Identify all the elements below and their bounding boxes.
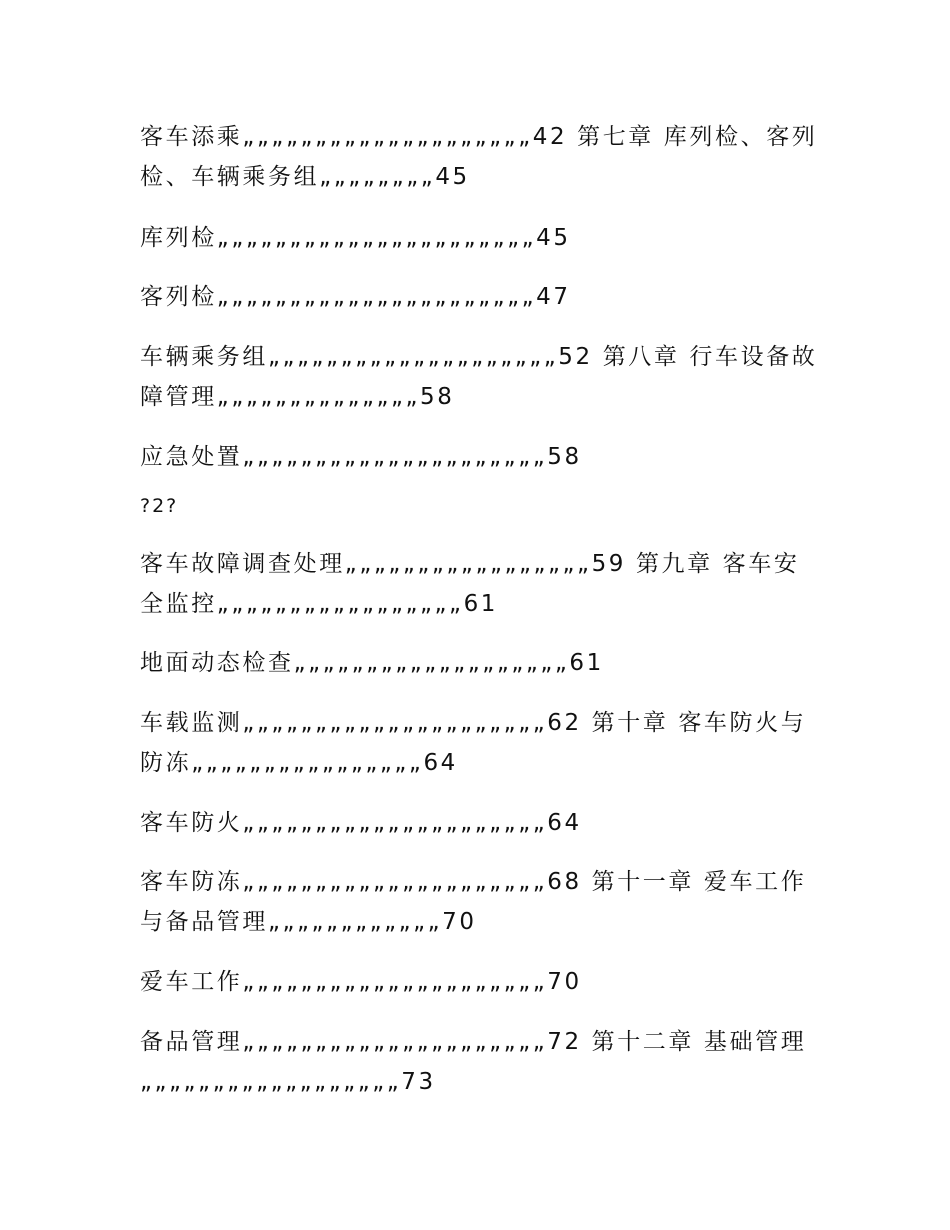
toc-entry-spare-parts: 备品管理„„„„„„„„„„„„„„„„„„„„„72 第十二章 基础管理„„„„„„„„„„„„„„„„„„73 bbox=[140, 1029, 807, 1095]
toc-entry-ground-check: 地面动态检查„„„„„„„„„„„„„„„„„„„61 bbox=[140, 650, 604, 676]
toc-entry-car-patrol: 客车添乘„„„„„„„„„„„„„„„„„„„„42 第七章 库列检、客列检、车辆乘务组„„„„„„„„45 bbox=[140, 124, 818, 190]
toc-entry-freeze-prevention: 客车防冻„„„„„„„„„„„„„„„„„„„„„68 第十一章 爱车工作与备品管理„„„„„„„„„„„„70 bbox=[140, 869, 807, 935]
toc-entry-crew-group: 车辆乘务组„„„„„„„„„„„„„„„„„„„„52 第八章 行车设备故障管理„„„„„„„„„„„„„„58 bbox=[140, 344, 818, 410]
toc-entry-fault-investigation: 客车故障调查处理„„„„„„„„„„„„„„„„„59 第九章 客车安全监控„„„„„„„„„„„„„„„„„61 bbox=[140, 551, 800, 617]
toc-entry-car-care: 爱车工作„„„„„„„„„„„„„„„„„„„„„70 bbox=[140, 969, 582, 995]
toc-entry-passenger-inspection: 客列检„„„„„„„„„„„„„„„„„„„„„„47 bbox=[140, 284, 571, 310]
toc-entry-onboard-monitoring: 车载监测„„„„„„„„„„„„„„„„„„„„„62 第十章 客车防火与防冻„„„„„„„„„„„„„„„„64 bbox=[140, 710, 807, 776]
page-number-marker: ?2? bbox=[140, 495, 179, 517]
toc-entry-emergency: 应急处置„„„„„„„„„„„„„„„„„„„„„58 bbox=[140, 444, 582, 470]
toc-entry-fire-prevention: 客车防火„„„„„„„„„„„„„„„„„„„„„64 bbox=[140, 810, 582, 836]
toc-entry-depot-inspection: 库列检„„„„„„„„„„„„„„„„„„„„„„45 bbox=[140, 225, 571, 251]
